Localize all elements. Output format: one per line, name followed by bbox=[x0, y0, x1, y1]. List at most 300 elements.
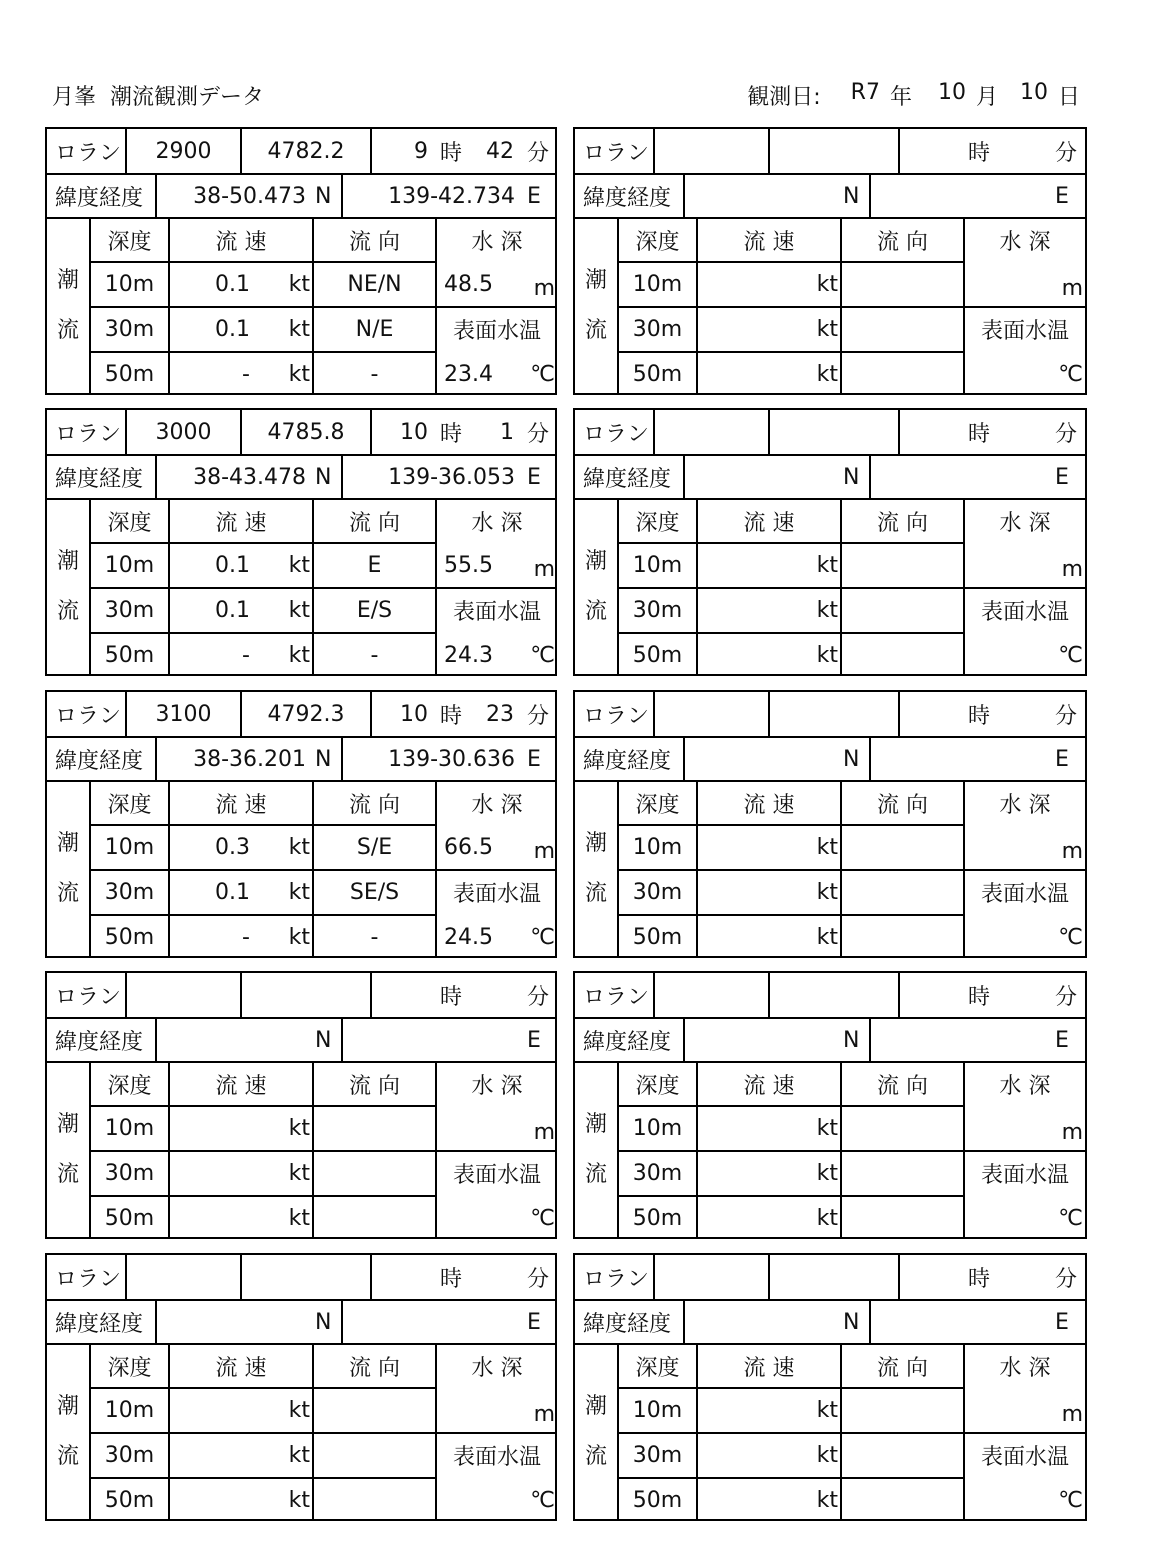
latlon-row bbox=[47, 1019, 555, 1063]
loran-value-2[interactable] bbox=[242, 973, 370, 1017]
depth-label: 30m bbox=[104, 1443, 155, 1468]
direction-value[interactable] bbox=[842, 916, 963, 959]
hour-unit: 時 bbox=[968, 140, 991, 166]
celsius-unit: ℃ bbox=[1058, 1488, 1083, 1513]
loran-value-2[interactable] bbox=[770, 1255, 898, 1299]
water-depth-value[interactable] bbox=[965, 1107, 1025, 1150]
speed-unit: kt bbox=[816, 1398, 838, 1423]
direction-value[interactable] bbox=[842, 1389, 963, 1432]
direction-value[interactable] bbox=[842, 544, 963, 587]
observation-block-6 bbox=[573, 690, 1087, 958]
speed-unit: kt bbox=[288, 1116, 310, 1141]
minute-unit: 分 bbox=[527, 984, 550, 1010]
minute-value[interactable]: 42 bbox=[486, 138, 514, 164]
hour-value[interactable]: 10 bbox=[400, 419, 428, 445]
speed-unit: kt bbox=[816, 317, 838, 342]
water-depth-value[interactable]: 55.5 bbox=[444, 553, 493, 578]
loran-value-1[interactable] bbox=[655, 973, 768, 1017]
direction-value[interactable] bbox=[842, 826, 963, 869]
minute-value[interactable] bbox=[998, 410, 1048, 454]
speed-value[interactable] bbox=[170, 1197, 260, 1240]
north-label: N bbox=[843, 1027, 860, 1053]
minute-unit: 分 bbox=[1055, 1266, 1078, 1292]
direction-value[interactable] bbox=[314, 1434, 435, 1477]
water-depth-value[interactable] bbox=[965, 1389, 1025, 1432]
speed-header: 流 速 bbox=[215, 792, 267, 818]
date-era-year: R7 bbox=[850, 80, 880, 105]
speed-value[interactable] bbox=[698, 916, 788, 959]
east-label: E bbox=[1055, 1027, 1069, 1053]
tide-label bbox=[575, 1063, 617, 1237]
hour-unit: 時 bbox=[440, 1266, 463, 1292]
surface-temp-label: 表面水温 bbox=[980, 319, 1069, 344]
direction-value[interactable] bbox=[842, 1107, 963, 1150]
speed-value[interactable] bbox=[698, 308, 788, 351]
speed-value[interactable] bbox=[698, 1434, 788, 1477]
surface-temp-label: 表面水温 bbox=[452, 882, 541, 907]
speed-unit: kt bbox=[288, 317, 310, 342]
loran-value-2[interactable]: 4785.8 bbox=[267, 419, 345, 445]
depth-label: 30m bbox=[632, 1161, 683, 1186]
latlon-row bbox=[575, 1301, 1085, 1345]
depth-header: 深度 bbox=[107, 510, 152, 536]
observation-block-9 bbox=[45, 1253, 557, 1521]
depth-label: 10m bbox=[104, 272, 155, 297]
depth-header: 深度 bbox=[107, 1073, 152, 1099]
surface-temp-value[interactable] bbox=[437, 1197, 497, 1240]
longitude-value[interactable] bbox=[871, 456, 1051, 498]
loran-value-1[interactable] bbox=[127, 973, 240, 1017]
speed-value[interactable] bbox=[698, 589, 788, 632]
surface-temp-label: 表面水温 bbox=[452, 1445, 541, 1470]
longitude-value[interactable] bbox=[343, 1301, 523, 1343]
direction-value[interactable]: E bbox=[367, 553, 382, 578]
tide-label-1: 潮 bbox=[56, 1394, 79, 1419]
latitude-value[interactable] bbox=[157, 1019, 312, 1061]
speed-value[interactable]: 0.1 bbox=[215, 880, 250, 905]
water-depth-value[interactable] bbox=[965, 544, 1025, 587]
depth-label: 50m bbox=[632, 362, 683, 387]
current-table bbox=[47, 219, 555, 393]
latitude-value[interactable] bbox=[685, 456, 840, 498]
loran-value-1[interactable] bbox=[655, 129, 768, 173]
speed-header: 流 速 bbox=[215, 510, 267, 536]
water-depth-unit: m bbox=[1061, 839, 1083, 864]
water-depth-value[interactable] bbox=[437, 1389, 497, 1432]
hour-unit: 時 bbox=[968, 984, 991, 1010]
depth-label: 50m bbox=[632, 925, 683, 950]
speed-value[interactable] bbox=[698, 634, 788, 677]
direction-value[interactable] bbox=[842, 353, 963, 396]
depth-label: 30m bbox=[632, 317, 683, 342]
depth-label: 50m bbox=[632, 1488, 683, 1513]
speed-value[interactable] bbox=[698, 1152, 788, 1195]
minute-value[interactable] bbox=[998, 129, 1048, 173]
speed-value[interactable] bbox=[170, 1152, 260, 1195]
hour-unit: 時 bbox=[440, 703, 463, 729]
direction-header: 流 向 bbox=[349, 510, 400, 536]
tide-label-2: 流 bbox=[56, 881, 79, 906]
speed-value[interactable] bbox=[698, 544, 788, 587]
direction-value[interactable] bbox=[842, 634, 963, 677]
loran-value-1[interactable] bbox=[655, 692, 768, 736]
tide-label-1: 潮 bbox=[584, 831, 607, 856]
surface-temp-value[interactable] bbox=[437, 1479, 497, 1522]
direction-value[interactable]: - bbox=[370, 643, 379, 668]
speed-header: 流 速 bbox=[215, 229, 267, 255]
tide-label-2: 流 bbox=[56, 318, 79, 343]
speed-header: 流 速 bbox=[743, 792, 795, 818]
latitude-value[interactable] bbox=[685, 1301, 840, 1343]
latlon-label: 緯度経度 bbox=[55, 748, 144, 774]
loran-row bbox=[47, 410, 555, 456]
speed-unit: kt bbox=[816, 643, 838, 668]
speed-unit: kt bbox=[288, 835, 310, 860]
speed-unit: kt bbox=[816, 1443, 838, 1468]
water-depth-value[interactable]: 48.5 bbox=[444, 272, 493, 297]
loran-value-1[interactable]: 3000 bbox=[155, 419, 212, 445]
loran-value-2[interactable] bbox=[770, 129, 898, 173]
longitude-value[interactable] bbox=[343, 1019, 523, 1061]
direction-value[interactable] bbox=[842, 308, 963, 351]
current-table bbox=[575, 500, 1085, 674]
east-label: E bbox=[527, 746, 541, 772]
speed-value[interactable] bbox=[170, 1389, 260, 1432]
longitude-value[interactable] bbox=[871, 738, 1051, 780]
minute-value[interactable] bbox=[998, 1255, 1048, 1299]
loran-row bbox=[575, 973, 1085, 1019]
speed-header: 流 速 bbox=[743, 1355, 795, 1381]
depth-header: 深度 bbox=[635, 792, 680, 818]
date-label: 観測日: bbox=[747, 85, 821, 110]
depth-header: 深度 bbox=[635, 1355, 680, 1381]
surface-temp-value[interactable] bbox=[965, 1197, 1025, 1240]
loran-label: ロラン bbox=[583, 140, 650, 166]
speed-value[interactable] bbox=[698, 1107, 788, 1150]
longitude-value[interactable]: 139-42.734 bbox=[388, 183, 515, 209]
direction-value[interactable] bbox=[842, 589, 963, 632]
celsius-unit: ℃ bbox=[530, 362, 555, 387]
latitude-value[interactable] bbox=[157, 1301, 312, 1343]
minute-value[interactable] bbox=[470, 973, 520, 1017]
speed-header: 流 速 bbox=[743, 229, 795, 255]
loran-label: ロラン bbox=[55, 1266, 122, 1292]
direction-value[interactable] bbox=[314, 1479, 435, 1522]
speed-value[interactable]: 0.1 bbox=[215, 598, 250, 623]
minute-value[interactable] bbox=[998, 973, 1048, 1017]
loran-label: ロラン bbox=[55, 140, 122, 166]
speed-unit: kt bbox=[816, 835, 838, 860]
latlon-row bbox=[47, 175, 555, 219]
latitude-value[interactable]: 38-50.473 bbox=[193, 183, 306, 209]
loran-row bbox=[47, 973, 555, 1019]
speed-header: 流 速 bbox=[215, 1073, 267, 1099]
hour-unit: 時 bbox=[440, 984, 463, 1010]
date-month-unit: 月 bbox=[975, 85, 998, 110]
speed-value[interactable]: 0.1 bbox=[215, 317, 250, 342]
hour-unit: 時 bbox=[968, 421, 991, 447]
direction-value[interactable]: NE/N bbox=[347, 272, 402, 297]
north-label: N bbox=[315, 464, 332, 490]
loran-label: ロラン bbox=[55, 703, 122, 729]
north-label: N bbox=[315, 183, 332, 209]
direction-header: 流 向 bbox=[349, 229, 400, 255]
depth-label: 10m bbox=[104, 1116, 155, 1141]
speed-unit: kt bbox=[816, 598, 838, 623]
hour-value[interactable] bbox=[900, 692, 960, 736]
speed-value[interactable] bbox=[698, 871, 788, 914]
north-label: N bbox=[843, 1309, 860, 1335]
direction-value[interactable] bbox=[314, 1107, 435, 1150]
tide-label-2: 流 bbox=[584, 1162, 607, 1187]
speed-value[interactable] bbox=[698, 1197, 788, 1240]
tide-label-1: 潮 bbox=[584, 1394, 607, 1419]
loran-row bbox=[575, 410, 1085, 456]
minute-value[interactable]: 1 bbox=[500, 419, 514, 445]
current-table bbox=[575, 782, 1085, 956]
loran-value-1[interactable]: 2900 bbox=[155, 138, 212, 164]
surface-temp-value[interactable]: 24.3 bbox=[444, 643, 493, 668]
hour-value[interactable]: 10 bbox=[400, 701, 428, 727]
speed-value[interactable] bbox=[170, 1107, 260, 1150]
tide-label-2: 流 bbox=[56, 599, 79, 624]
observation-block-4 bbox=[573, 408, 1087, 676]
speed-value[interactable]: - bbox=[242, 925, 250, 950]
surface-temp-value[interactable]: 23.4 bbox=[444, 362, 493, 387]
latitude-value[interactable] bbox=[685, 1019, 840, 1061]
hour-value[interactable] bbox=[372, 973, 432, 1017]
depth-label: 30m bbox=[104, 317, 155, 342]
surface-temp-label: 表面水温 bbox=[452, 319, 541, 344]
hour-value[interactable] bbox=[900, 973, 960, 1017]
tide-label bbox=[575, 219, 617, 393]
tide-label bbox=[47, 1345, 89, 1519]
loran-value-1[interactable]: 3100 bbox=[155, 701, 212, 727]
longitude-value[interactable]: 139-30.636 bbox=[388, 746, 515, 772]
hour-value[interactable] bbox=[900, 129, 960, 173]
depth-label: 10m bbox=[632, 1398, 683, 1423]
tide-label-1: 潮 bbox=[584, 1112, 607, 1137]
tide-label-2: 流 bbox=[56, 1162, 79, 1187]
direction-value[interactable] bbox=[314, 1197, 435, 1240]
east-label: E bbox=[1055, 183, 1069, 209]
observation-block-1 bbox=[45, 127, 557, 395]
depth-label: 30m bbox=[104, 598, 155, 623]
water-depth-unit: m bbox=[533, 276, 555, 301]
depth-label: 50m bbox=[104, 925, 155, 950]
depth-header: 深度 bbox=[635, 229, 680, 255]
surface-temp-value[interactable] bbox=[965, 353, 1025, 396]
direction-value[interactable]: E/S bbox=[356, 598, 393, 623]
celsius-unit: ℃ bbox=[530, 925, 555, 950]
minute-value[interactable]: 23 bbox=[486, 701, 514, 727]
speed-value[interactable] bbox=[698, 1389, 788, 1432]
latlon-row bbox=[575, 1019, 1085, 1063]
loran-value-1[interactable] bbox=[655, 1255, 768, 1299]
loran-label: ロラン bbox=[55, 421, 122, 447]
depth-label: 10m bbox=[632, 272, 683, 297]
speed-header: 流 速 bbox=[743, 510, 795, 536]
depth-header: 深度 bbox=[107, 792, 152, 818]
current-table bbox=[575, 219, 1085, 393]
tide-label-1: 潮 bbox=[56, 549, 79, 574]
surface-temp-label: 表面水温 bbox=[980, 882, 1069, 907]
speed-value[interactable] bbox=[698, 826, 788, 869]
east-label: E bbox=[527, 464, 541, 490]
latitude-value[interactable]: 38-43.478 bbox=[193, 464, 306, 490]
speed-unit: kt bbox=[288, 880, 310, 905]
direction-value[interactable] bbox=[842, 1197, 963, 1240]
water-depth-value[interactable] bbox=[437, 1107, 497, 1150]
longitude-value[interactable] bbox=[871, 1019, 1051, 1061]
latitude-value[interactable]: 38-36.201 bbox=[193, 746, 306, 772]
speed-value[interactable]: 0.1 bbox=[215, 553, 250, 578]
hour-value[interactable] bbox=[900, 410, 960, 454]
latitude-value[interactable] bbox=[685, 738, 840, 780]
current-table bbox=[47, 1063, 555, 1237]
loran-value-2[interactable] bbox=[770, 692, 898, 736]
surface-temp-label: 表面水温 bbox=[452, 600, 541, 625]
direction-header: 流 向 bbox=[877, 229, 928, 255]
surface-temp-label: 表面水温 bbox=[980, 1445, 1069, 1470]
tide-label-1: 潮 bbox=[56, 1112, 79, 1137]
depth-header: 深度 bbox=[635, 1073, 680, 1099]
depth-label: 50m bbox=[632, 1206, 683, 1231]
direction-value[interactable] bbox=[842, 1152, 963, 1195]
loran-value-2[interactable] bbox=[770, 410, 898, 454]
direction-value[interactable] bbox=[842, 871, 963, 914]
direction-value[interactable] bbox=[314, 1152, 435, 1195]
speed-unit: kt bbox=[816, 1161, 838, 1186]
speed-unit: kt bbox=[816, 1488, 838, 1513]
latlon-label: 緯度経度 bbox=[583, 185, 672, 211]
speed-unit: kt bbox=[816, 925, 838, 950]
loran-value-1[interactable] bbox=[655, 410, 768, 454]
direction-value[interactable]: N/E bbox=[355, 317, 394, 342]
direction-value[interactable]: S/E bbox=[356, 835, 393, 860]
speed-unit: kt bbox=[288, 272, 310, 297]
direction-value[interactable] bbox=[842, 263, 963, 306]
direction-header: 流 向 bbox=[877, 510, 928, 536]
direction-value[interactable] bbox=[842, 1434, 963, 1477]
north-label: N bbox=[315, 1309, 332, 1335]
loran-row bbox=[575, 1255, 1085, 1301]
north-label: N bbox=[315, 746, 332, 772]
water-depth-unit: m bbox=[1061, 276, 1083, 301]
speed-header: 流 速 bbox=[215, 1355, 267, 1381]
direction-value[interactable] bbox=[842, 1479, 963, 1522]
surface-temp-value[interactable]: 24.5 bbox=[444, 925, 493, 950]
water-depth-header: 水 深 bbox=[999, 510, 1051, 536]
surface-temp-value[interactable] bbox=[965, 916, 1025, 959]
east-label: E bbox=[527, 1027, 541, 1053]
water-depth-header: 水 深 bbox=[471, 1355, 523, 1381]
loran-row bbox=[575, 129, 1085, 175]
speed-value[interactable] bbox=[698, 353, 788, 396]
loran-row bbox=[47, 129, 555, 175]
tide-label-1: 潮 bbox=[56, 268, 79, 293]
latitude-value[interactable] bbox=[685, 175, 840, 217]
latlon-row bbox=[47, 738, 555, 782]
water-depth-header: 水 深 bbox=[471, 792, 523, 818]
east-label: E bbox=[1055, 464, 1069, 490]
speed-value[interactable] bbox=[698, 263, 788, 306]
hour-unit: 時 bbox=[440, 140, 463, 166]
direction-value[interactable]: SE/S bbox=[349, 880, 400, 905]
direction-value[interactable] bbox=[314, 1389, 435, 1432]
minute-value[interactable] bbox=[998, 692, 1048, 736]
tide-label-2: 流 bbox=[584, 1444, 607, 1469]
tide-label-2: 流 bbox=[584, 318, 607, 343]
water-depth-header: 水 深 bbox=[999, 229, 1051, 255]
latlon-row bbox=[575, 456, 1085, 500]
water-depth-value[interactable]: 66.5 bbox=[444, 835, 493, 860]
water-depth-unit: m bbox=[1061, 1120, 1083, 1145]
longitude-value[interactable]: 139-36.053 bbox=[388, 464, 515, 490]
speed-unit: kt bbox=[288, 1161, 310, 1186]
longitude-value[interactable] bbox=[871, 175, 1051, 217]
loran-row bbox=[47, 692, 555, 738]
water-depth-value[interactable] bbox=[965, 826, 1025, 869]
depth-label: 10m bbox=[104, 553, 155, 578]
speed-unit: kt bbox=[816, 362, 838, 387]
depth-label: 30m bbox=[104, 1161, 155, 1186]
surface-temp-value[interactable] bbox=[965, 1479, 1025, 1522]
minute-unit: 分 bbox=[527, 140, 550, 166]
latlon-label: 緯度経度 bbox=[583, 1029, 672, 1055]
current-table bbox=[575, 1345, 1085, 1519]
speed-value[interactable] bbox=[170, 1479, 260, 1522]
speed-value[interactable]: - bbox=[242, 643, 250, 668]
water-depth-value[interactable] bbox=[965, 263, 1025, 306]
direction-header: 流 向 bbox=[877, 1355, 928, 1381]
hour-unit: 時 bbox=[968, 703, 991, 729]
hour-value[interactable] bbox=[900, 1255, 960, 1299]
speed-value[interactable]: - bbox=[242, 362, 250, 387]
direction-value[interactable]: - bbox=[370, 925, 379, 950]
surface-temp-value[interactable] bbox=[965, 634, 1025, 677]
hour-value[interactable] bbox=[372, 1255, 432, 1299]
loran-value-2[interactable]: 4782.2 bbox=[267, 138, 345, 164]
loran-value-2[interactable] bbox=[770, 973, 898, 1017]
speed-value[interactable]: 0.1 bbox=[215, 272, 250, 297]
minute-value[interactable] bbox=[470, 1255, 520, 1299]
hour-unit: 時 bbox=[440, 421, 463, 447]
speed-value[interactable] bbox=[170, 1434, 260, 1477]
hour-value[interactable]: 9 bbox=[414, 138, 428, 164]
speed-value[interactable] bbox=[698, 1479, 788, 1522]
celsius-unit: ℃ bbox=[530, 643, 555, 668]
latlon-label: 緯度経度 bbox=[55, 466, 144, 492]
loran-value-2[interactable]: 4792.3 bbox=[267, 701, 345, 727]
observation-block-2 bbox=[573, 127, 1087, 395]
direction-header: 流 向 bbox=[349, 792, 400, 818]
tide-label-1: 潮 bbox=[584, 268, 607, 293]
current-table bbox=[575, 1063, 1085, 1237]
page-title: 月峯 潮流観測データ bbox=[52, 85, 264, 110]
direction-value[interactable]: - bbox=[370, 362, 379, 387]
direction-header: 流 向 bbox=[349, 1355, 400, 1381]
date-year-unit: 年 bbox=[889, 85, 912, 110]
loran-value-2[interactable] bbox=[242, 1255, 370, 1299]
longitude-value[interactable] bbox=[871, 1301, 1051, 1343]
speed-value[interactable]: 0.3 bbox=[215, 835, 250, 860]
surface-temp-label: 表面水温 bbox=[980, 600, 1069, 625]
depth-label: 10m bbox=[104, 835, 155, 860]
current-table bbox=[47, 1345, 555, 1519]
loran-value-1[interactable] bbox=[127, 1255, 240, 1299]
tide-label-1: 潮 bbox=[56, 831, 79, 856]
